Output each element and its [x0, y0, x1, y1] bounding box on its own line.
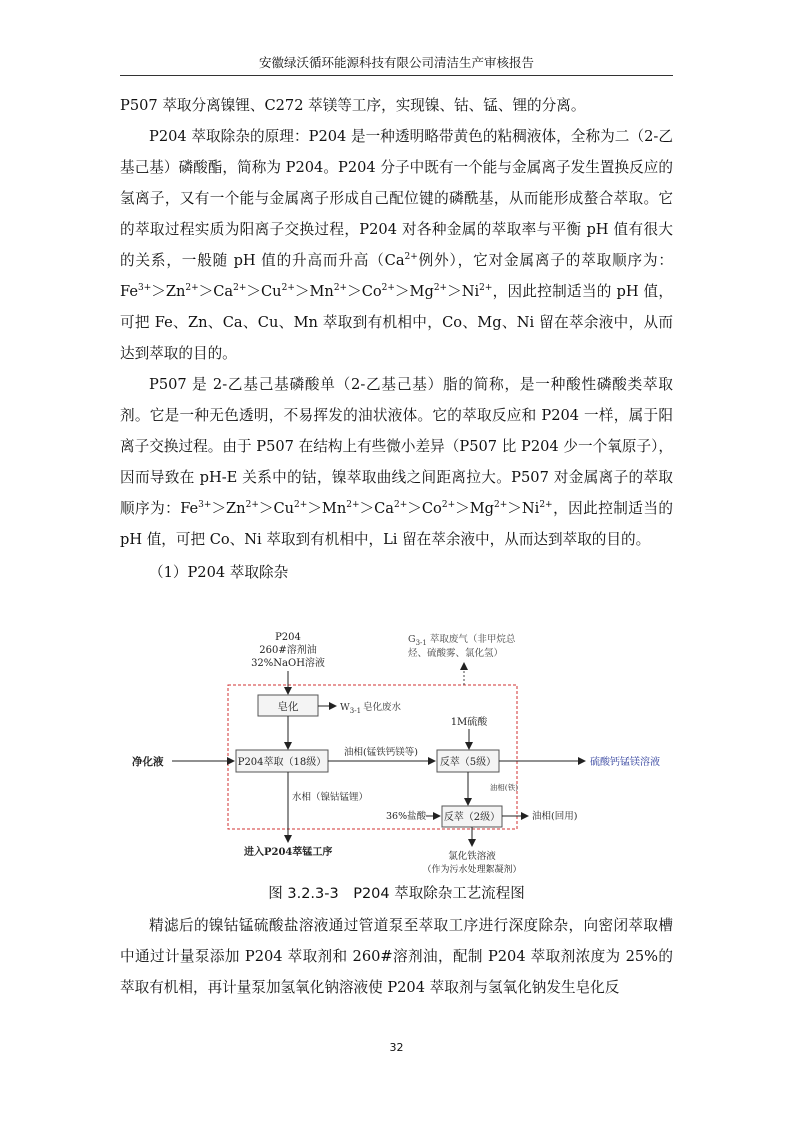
page-header: 安徽绿沃循环能源科技有限公司清洁生产审核报告 [258, 55, 534, 70]
acid-1m-label: 1M硫酸 [450, 717, 488, 728]
next-process-label: 进入P204萃锰工序 [244, 847, 333, 858]
ion-symbol: ＞Co [407, 500, 442, 517]
back-extract-2-label: 反萃（2级） [443, 812, 501, 823]
ca-charge: 2+ [404, 252, 418, 262]
p507-text-a: P507 是 2-乙基己基磷酸单（2-乙基己基）脂的简称，是一种酸性磷酸类萃取剂。它是一种无色透明，不易挥发的油状液体。它的萃取反应和 P204 一样，属于阳离子交换过程。由于 P507 在结构上有些微小差异（P507 比 P204 少一个氧原子），因而导致在 pH-E 关系中的钴，镍萃取曲线之间距离拉大。P507 对金属离子的萃取顺序为：Fe [120, 376, 673, 517]
body-text-after [120, 910, 673, 1003]
ion-symbol: ＞Ni [447, 283, 480, 300]
ion-charge: 2+ [346, 500, 360, 510]
paragraph-p507 [120, 369, 673, 555]
ion-symbol: ＞Cu [246, 283, 282, 300]
ion-charge: 2+ [494, 500, 508, 510]
ion-symbol: ＞Mg [394, 283, 434, 300]
product-label: 硫酸钙锰镁溶液 [590, 757, 660, 768]
ion-charge: 2+ [333, 283, 348, 293]
p507-text-c: ，因此控制适当的 pH 值，可把 Co、Ni 萃取到有机相中，Li 留在萃余液中，从而达到萃取的目的。 [120, 500, 673, 548]
ion-charge: 2+ [441, 500, 456, 510]
ion-symbol: ＞Zn [151, 283, 186, 300]
ion-symbol: ＞Mn [294, 283, 334, 300]
ion-charge: 3+ [198, 500, 212, 510]
input-p204: P204 [275, 632, 301, 643]
paragraph-process: 精滤后的镍钴锰硫酸盐溶液通过管道泵至萃取工序进行深度除杂，向密闭萃取槽中通过计量泵添加 P204 萃取剂和 260#溶剂油，配制 P204 萃取剂浓度为 25%的萃取有机相，再计量泵加氢氧化钠溶液使 P204 萃取剂与氢氧化钠发生皂化反 [120, 917, 673, 996]
ion-charge: 2+ [394, 500, 408, 510]
saponify-label: 皂化 [277, 701, 299, 713]
ion-charge: 2+ [294, 500, 308, 510]
page-number: 32 [389, 1041, 404, 1054]
input-naoh: 32%NaOH溶液 [251, 658, 325, 669]
p204-text-a: P204 萃取除杂的原理：P204 是一种透明略带黄色的粘稠液体，全称为二（2-乙基己基）磷酸酯，简称为 P204。P204 分子中既有一个能与金属离子发生置换反应的氢离子，又有一个能与金属离子形成自己配位键的磷酰基，从而能形成螯合萃取。它的萃取过程实质为阳离子交换过程，P204 对各种金属的萃取率与平衡 pH 值有很大的关系，一般随 pH 值的升高而升高（Ca [120, 128, 673, 269]
recycle-label: 油相(回用) [532, 811, 578, 822]
ion-charge: 2+ [185, 283, 199, 293]
ion-charge: 2+ [479, 283, 493, 293]
input-solvent: 260#溶剂油 [259, 645, 317, 656]
p507-extraction-order [198, 500, 552, 517]
ion-charge: 2+ [381, 283, 395, 293]
organic-label: 油相(锰铁钙镁等) [344, 747, 418, 758]
ion-symbol: ＞Co [347, 283, 382, 300]
fecl-note: （作为污水处理絮凝剂） [422, 865, 522, 875]
ion-charge: 2+ [233, 283, 247, 293]
ion-symbol: ＞Mn [307, 500, 347, 517]
figure-caption: 图 3.2.3-3 P204 萃取除杂工艺流程图 [268, 886, 525, 902]
ion-charge: 2+ [245, 500, 259, 510]
body-text [120, 90, 673, 588]
ion-symbol: ＞Zn [211, 500, 246, 517]
flow-diagram [120, 628, 673, 878]
fecl-label: 氯化铁溶液 [448, 851, 496, 862]
ion-symbol: ＞Ca [198, 283, 234, 300]
ion-symbol: ＞Mg [455, 500, 495, 517]
paragraph-p204-principle [120, 121, 673, 369]
paragraph-intro: P507 萃取分离镍锂、C272 萃镁等工序，实现镍、钴、锰、锂的分离。 [120, 97, 586, 114]
organic-fe-label: 油相(铁) [489, 783, 519, 792]
ion-charge: 2+ [281, 283, 295, 293]
p204-text-c: ，因此控制适当的 pH 值，可把 Fe、Zn、Ca、Cu、Mn 萃取到有机相中，Co、Mg、Ni 留在萃余液中，从而达到萃取的目的。 [120, 283, 673, 362]
ion-charge: 3+ [137, 283, 152, 293]
raffinate-label: 水相（镍钴锰锂） [292, 792, 369, 803]
subheading: （1）P204 萃取除杂 [149, 564, 289, 581]
feed-label: 净化液 [132, 756, 164, 768]
ion-symbol: ＞Ni [507, 500, 540, 517]
p204-text-b: 例外），它对金属离子的萃取顺序为：Fe [120, 252, 674, 300]
ion-charge: 2+ [433, 283, 448, 293]
ion-symbol: ＞Ca [359, 500, 395, 517]
flow-diagram-svg [120, 628, 673, 878]
emission-label-2: 烃、硫酸雾、氯化氢） [408, 648, 504, 659]
back-extract-5-label: 反萃（5级） [439, 757, 497, 768]
wastewater-label: $W_{3-1}$ 皂化废水 [340, 702, 402, 715]
emission-label-1: $G_{3-1}$ 萃取废气（非甲烷总 [408, 634, 516, 647]
hcl-label: 36%盐酸 [386, 811, 427, 822]
p204-extraction-label: P204萃取（18级） [237, 757, 327, 768]
ion-symbol: ＞Cu [258, 500, 295, 517]
header-rule [120, 75, 673, 76]
p204-extraction-order [138, 283, 492, 300]
ion-charge: 2+ [539, 500, 553, 510]
